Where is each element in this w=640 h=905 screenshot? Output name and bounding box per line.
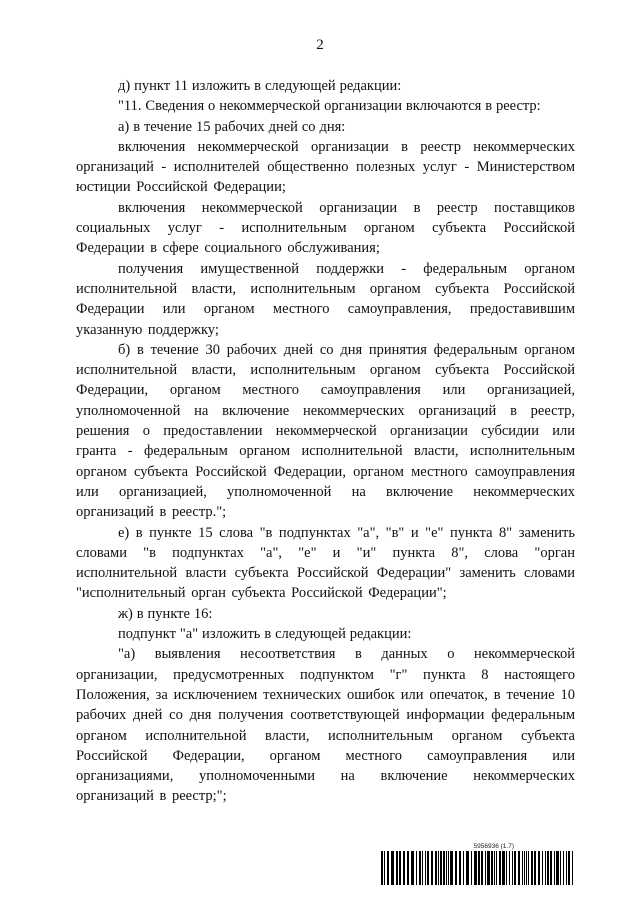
paragraph-subitem-a-text: "а) выявления несоответствия в данных о некоммерческой организации, предусмотренных подпунктом "г" пункта 8 настоящего Положения, за исключением технических ошибок или опечаток, в течение 10 рабочих дней со дня получения соответствующей информации федеральным органом исполнительной власти, исполнительным органом субъекта Российской Федерации, органом местного самоуправления или организациями, уполномоченными на включение некоммерческих организаций в реестр;";: [76, 646, 575, 805]
paragraph-subitem-a: а) в течение 15 рабочих дней со дня:: [118, 118, 346, 135]
paragraph-item-zh: ж) в пункте 16:: [118, 605, 213, 622]
paragraph-inclusion-social-services: включения некоммерческой организации в реестр поставщиков социальных услуг - исполнительным органом субъекта Российской Федерации в сфере социального обслуживания;: [76, 199, 575, 257]
paragraph-item-d: д) пункт 11 изложить в следующей редакции:: [118, 78, 402, 94]
paragraph-subitem-a-redaction: подпункт "а" изложить в следующей редакции:: [118, 626, 412, 643]
paragraph-item-e: е) в пункте 15 слова "в подпунктах "а", "в" и "е" пункта 8" заменить словами "в подпунктах "а", "е" и "и" пункта 8", слова "орган исполнительной власти субъекта Российской Федерации" заменить словами "исполнительный орган субъекта Российской Федерации";: [76, 524, 575, 602]
paragraph-property-support: получения имущественной поддержки - федеральным органом исполнительной власти, исполнительным органом субъекта Российской Федерации или органом местного самоуправления, предоставившим указанную поддержку;: [76, 260, 575, 338]
barcode-block: [381, 843, 577, 885]
paragraph-point-11-intro: "11. Сведения о некоммерческой организации включаются в реестр:: [118, 98, 541, 115]
paragraph-inclusion-nko-registry: включения некоммерческой организации в реестр некоммерческих организаций - исполнителей общественно полезных услуг - Министерством юстиции Российской Федерации;: [76, 138, 575, 196]
document-body: [76, 76, 575, 807]
barcode-caption: 5956936 (1.7): [473, 843, 514, 850]
paragraph-subitem-b: б) в течение 30 рабочих дней со дня принятия федеральным органом исполнительной власти, исполнительным органом субъекта Российской Федерации, органом местного самоуправления или организацией, уполномоченной на включение некоммерческих организаций в реестр, решения о предоставлении некоммерческой организации субсидии или гранта - федеральным органом исполнительной власти, исполнительным органом субъекта Российской Федерации, органом местного самоуправления или организацией, уполномоченной на включение некоммерческих организаций в реестр.";: [76, 341, 575, 521]
page-number: 2: [316, 37, 324, 53]
barcode-icon: [381, 851, 577, 885]
